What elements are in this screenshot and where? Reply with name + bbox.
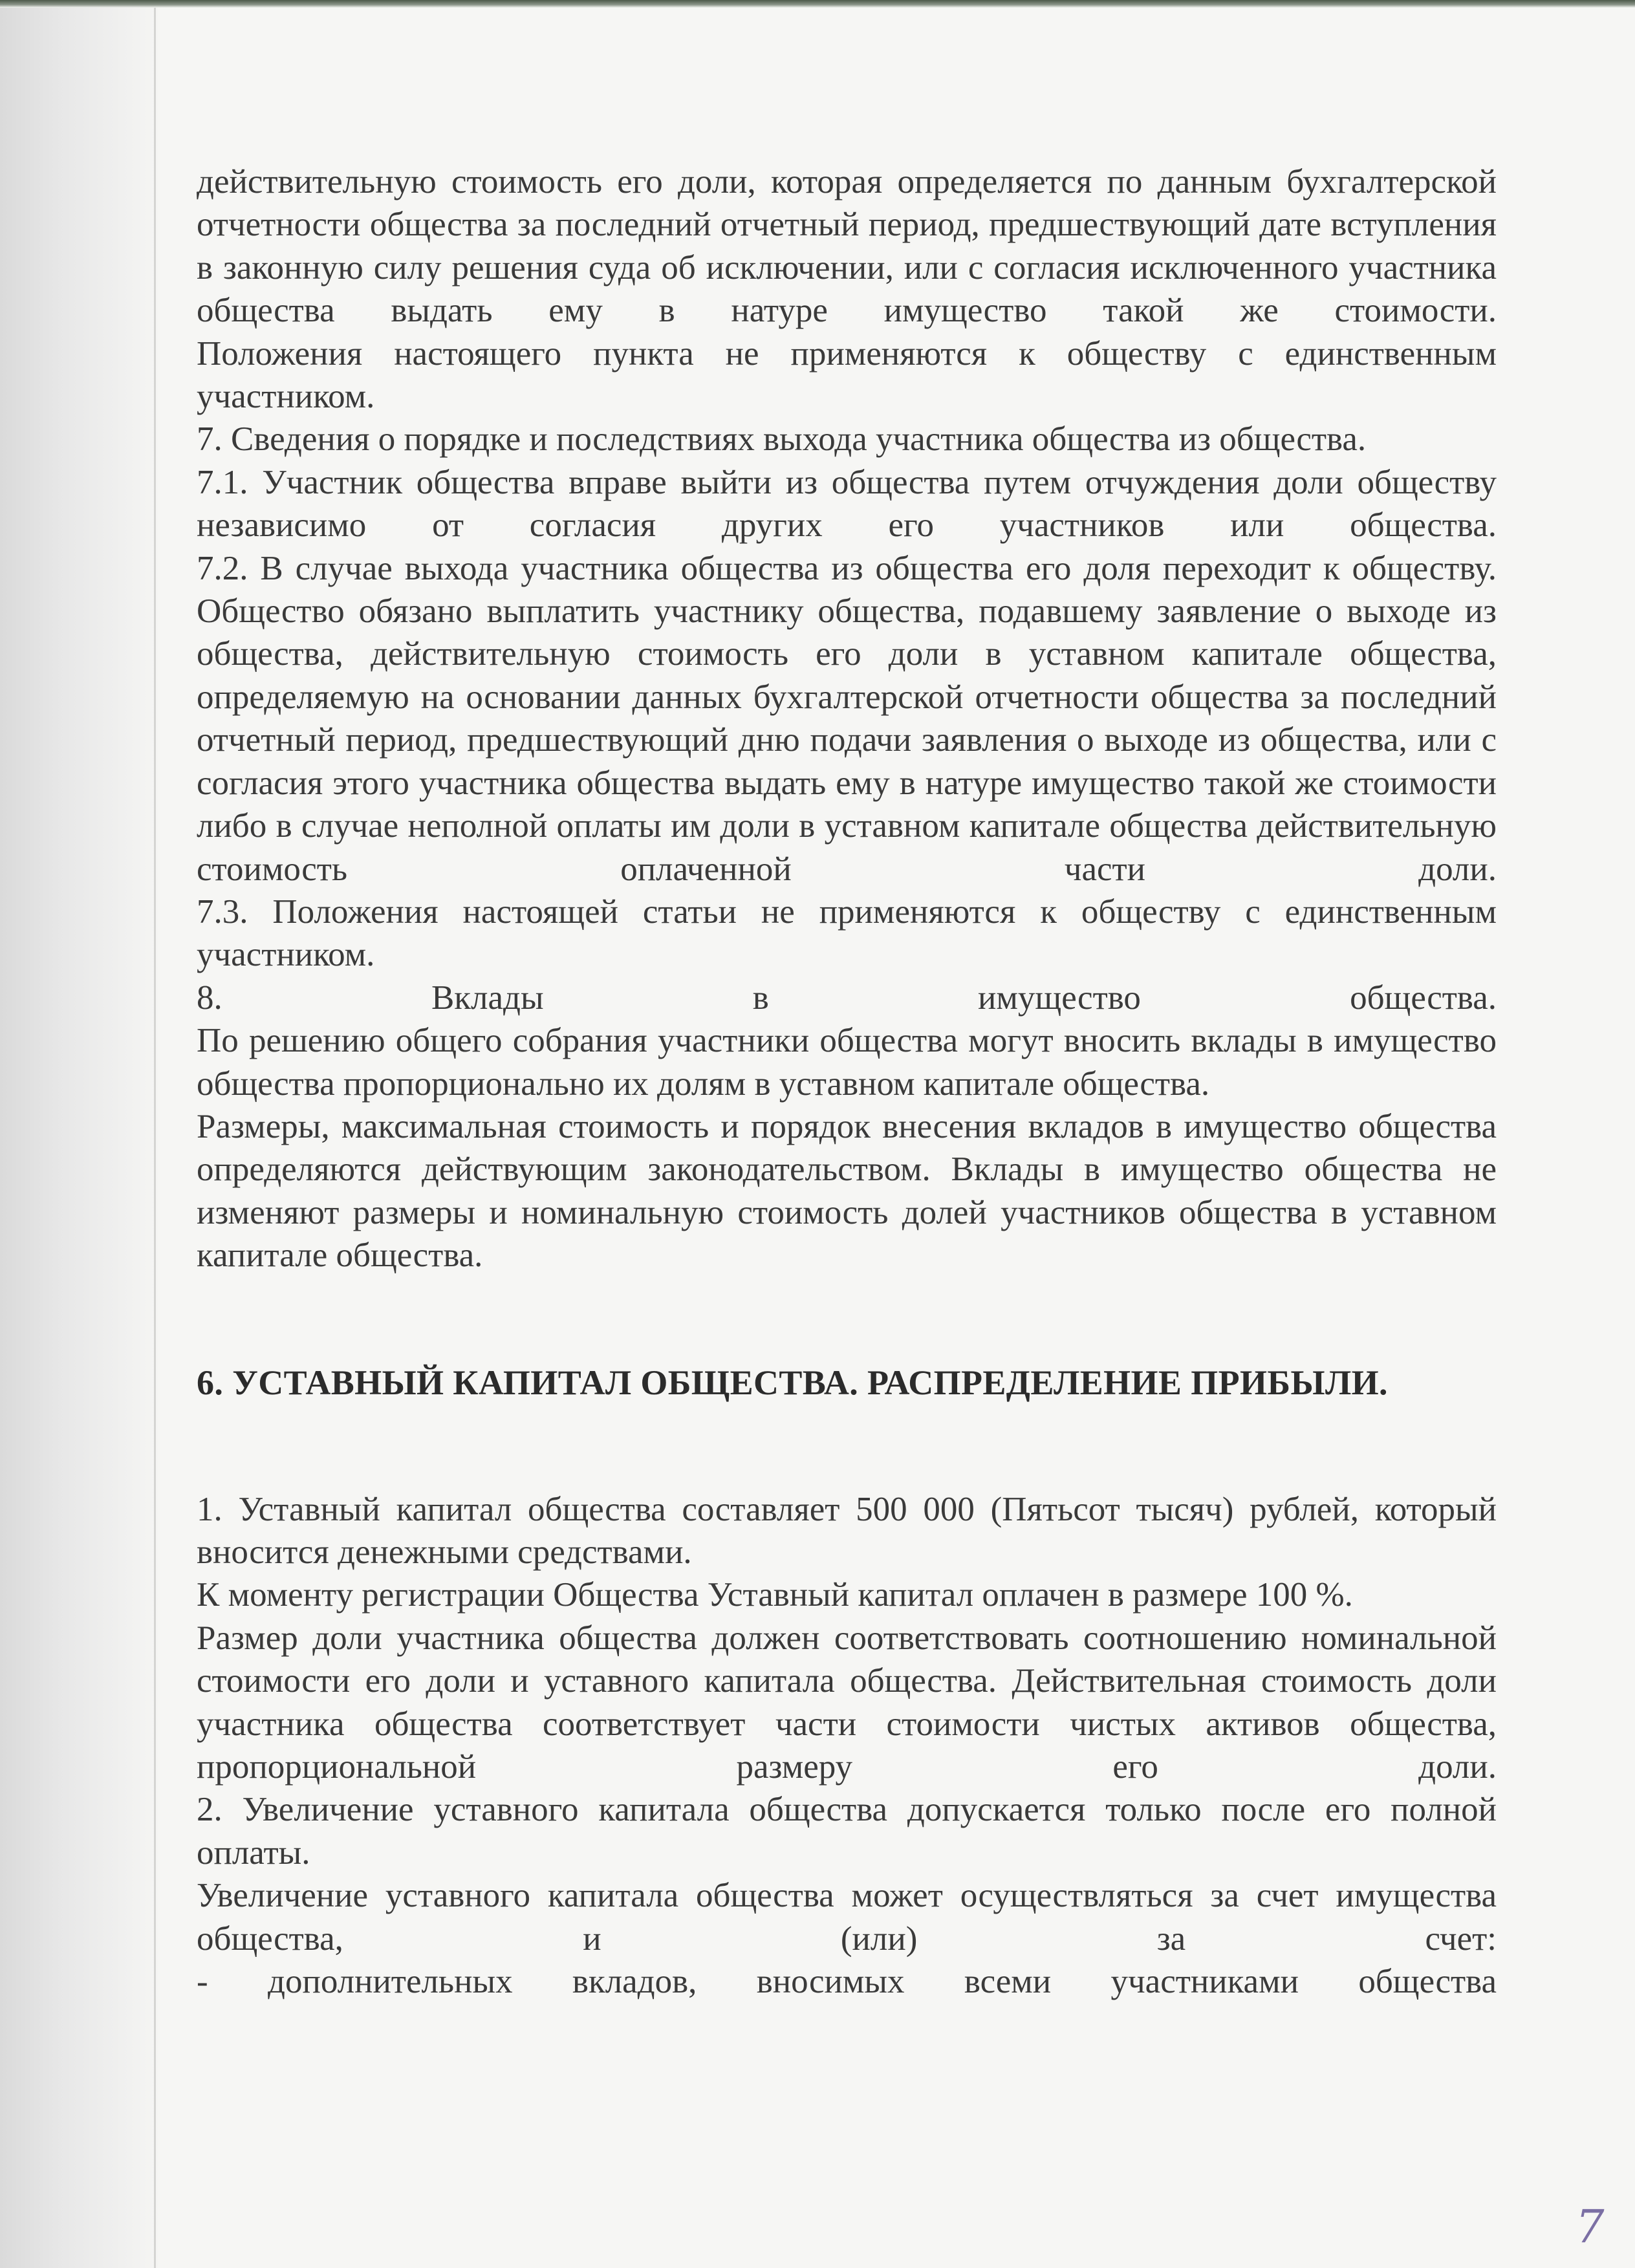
binding-edge bbox=[154, 0, 156, 2268]
section-heading: 6. УСТАВНЫЙ КАПИТАЛ ОБЩЕСТВА. РАСПРЕДЕЛЕНИЕ ПРИБЫЛИ. bbox=[197, 1363, 1388, 1402]
paragraph-clause-7-2: 7.2. В случае выхода участника общества из общества его доля переходит к обществу. Общество обязано выплатить участнику общества, подавшему заявление о выходе из общества, действительную стоимость его доли в уставном капитале общества, определяемую на основании данных бухгалтерской отчетности общества за последний отчетный период, предшествующий дню подачи заявления о выходе из общества, или с согласия этого участника общества выдать ему в натуре имущество такой же стоимости либо в случае неполной оплаты им доли в уставном капитале общества действительную стоимость оплаченной части доли. bbox=[197, 549, 1497, 888]
page-number: 7 bbox=[1575, 2200, 1605, 2253]
paragraph-clause-8-sizes: Размеры, максимальная стоимость и порядок внесения вкладов в имущество общества определяются действующим законодательством. Вклады в имущество общества не изменяют размеры и номинальную стоимость долей участников общества в уставном капитале общества. bbox=[197, 1107, 1497, 1275]
paragraph-capital-paid: К моменту регистрации Общества Уставный капитал оплачен в размере 100 %. bbox=[197, 1576, 1353, 1614]
paragraph-clause-7: 7. Сведения о порядке и последствиях выхода участника общества из общества. bbox=[197, 420, 1367, 459]
document-body bbox=[197, 160, 1497, 2003]
binding-shadow bbox=[0, 0, 162, 2268]
paragraph-share-size: Размер доли участника общества должен соответствовать соотношению номинальной стоимости его доли и уставного капитала общества. Действительная стоимость доли участника общества соответствует части стоимости чистых активов общества, пропорциональной размеру его доли. bbox=[197, 1619, 1497, 1786]
paragraph-capital-amount: 1. Уставный капитал общества составляет 500 000 (Пятьсот тысяч) рублей, который вносится денежными средствами. bbox=[197, 1490, 1497, 1571]
paragraph-clause-8-decision: По решению общего собрания участники общества могут вносить вклады в имущество общества пропорционально их долям в уставном капитале общества. bbox=[197, 1022, 1497, 1103]
paragraph-clause-7-1: 7.1. Участник общества вправе выйти из общества путем отчуждения доли обществу независимо от согласия других его участников или общества. bbox=[197, 463, 1497, 545]
paragraph-single-participant-note: Положения настоящего пункта не применяются к обществу с единственным участником. bbox=[197, 334, 1497, 416]
top-edge bbox=[0, 0, 1635, 8]
paragraph-additional-contributions: - дополнительных вкладов, вносимых всеми участниками общества bbox=[197, 1963, 1497, 2001]
paragraph-clause-7-3: 7.3. Положения настоящей статьи не применяются к обществу с единственным участником. bbox=[197, 892, 1497, 974]
paragraph-continued-valuation: действительную стоимость его доли, которая определяется по данным бухгалтерской отчетности общества за последний отчетный период, предшествующий дате вступления в законную силу решения суда об исключении, или с согласия исключенного участника общества выдать ему в натуре имущество такой же стоимости. bbox=[197, 163, 1497, 330]
paragraph-clause-8-title: 8. Вклады в имущество общества. bbox=[197, 978, 1497, 1017]
paragraph-increase-sources: Увеличение уставного капитала общества может осуществляться за счет имущества общества, и (или) за счет: bbox=[197, 1877, 1497, 1958]
paragraph-capital-increase: 2. Увеличение уставного капитала общества допускается только после его полной оплаты. bbox=[197, 1791, 1497, 1872]
